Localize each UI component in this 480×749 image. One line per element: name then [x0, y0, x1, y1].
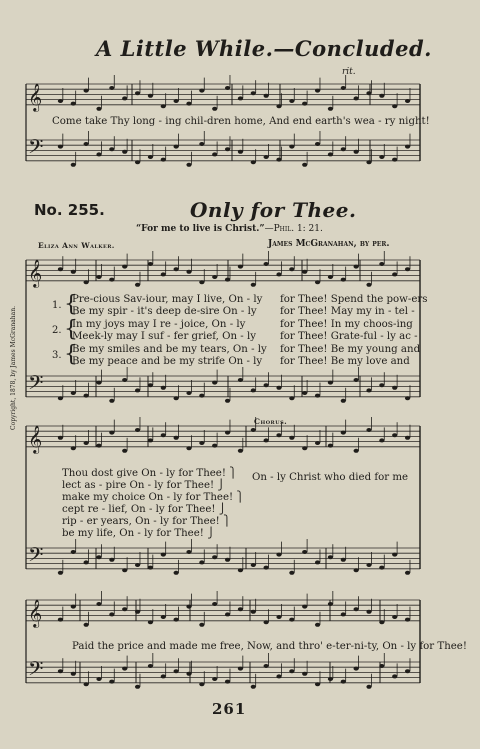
verse-lyric: be my life, On - ly for Thee! ⎭: [62, 528, 215, 539]
note-head: [135, 428, 140, 432]
note-head: [264, 566, 269, 570]
note-head: [354, 96, 359, 100]
note-head: [212, 602, 217, 606]
note-head: [71, 605, 76, 609]
note-head: [96, 381, 101, 385]
note-head: [354, 449, 359, 453]
note-head: [276, 674, 281, 678]
note-head: [302, 446, 307, 450]
note-head: [238, 265, 243, 269]
concluded-lyric: Come take Thy long - ing chil-dren home, And end earth's wea - ry night!: [52, 116, 430, 127]
note-head: [264, 664, 269, 668]
note-head: [161, 272, 166, 276]
note-head: [366, 388, 371, 392]
verse-lyric: lect as - pire On - ly for Thee! ⎭: [62, 480, 225, 491]
hymn-number: No. 255.: [34, 201, 105, 219]
note-head: [122, 378, 127, 382]
note-head: [302, 102, 307, 106]
note-head: [354, 667, 359, 671]
note-head: [366, 283, 371, 287]
note-head: [289, 618, 294, 622]
chorus-line-2: Paid the price and made me free, Now, and thro' e-ter-ni-ty, On - ly for Thee!: [72, 641, 467, 652]
note-head: [264, 94, 269, 98]
note-head: [135, 283, 140, 287]
note-head: [109, 278, 114, 282]
note-head: [405, 618, 410, 622]
note-head: [96, 444, 101, 448]
note-head: [264, 383, 269, 387]
note-head: [71, 672, 76, 676]
note-head: [96, 152, 101, 156]
note-head: [251, 388, 256, 392]
note-head: [161, 553, 166, 557]
note-head: [366, 685, 371, 689]
note-head: [341, 558, 346, 562]
note-head: [84, 623, 89, 627]
note-head: [58, 267, 63, 271]
note-head: [341, 399, 346, 403]
verse-lyric: for Thee! May my in - tel -: [280, 306, 415, 317]
note-head: [199, 441, 204, 445]
note-head: [276, 158, 281, 162]
note-head: [379, 664, 384, 668]
note-head: [328, 381, 333, 385]
note-head: [354, 265, 359, 269]
note-head: [341, 278, 346, 282]
note-head: [186, 550, 191, 554]
note-head: [264, 620, 269, 624]
note-head: [276, 433, 281, 437]
note-head: [276, 553, 281, 557]
note-head: [392, 158, 397, 162]
note-head: [225, 147, 230, 151]
note-head: [354, 378, 359, 382]
note-head: [251, 685, 256, 689]
note-head: [84, 560, 89, 564]
note-head: [392, 104, 397, 108]
note-head: [212, 555, 217, 559]
verse-lyric: rip - er years, On - ly for Thee! ⎫: [62, 516, 231, 527]
concluded-title: A Little While.—Concluded.: [96, 36, 432, 61]
note-head: [135, 160, 140, 164]
note-head: [122, 568, 127, 572]
note-head: [96, 275, 101, 279]
note-head: [135, 610, 140, 614]
note-head: [174, 396, 179, 400]
note-head: [135, 388, 140, 392]
note-head: [251, 610, 256, 614]
note-head: [122, 607, 127, 611]
verse-lyric: make my choice On - ly for Thee! ⎫: [62, 492, 244, 503]
note-head: [186, 270, 191, 274]
note-head: [366, 563, 371, 567]
note-head: [341, 431, 346, 435]
note-head: [58, 145, 63, 149]
note-head: [251, 563, 256, 567]
note-head: [289, 267, 294, 271]
note-head: [212, 275, 217, 279]
verse-number: 2.: [52, 325, 62, 336]
note-head: [264, 438, 269, 442]
note-head: [148, 438, 153, 442]
bass-clef-icon: 𝄢: [28, 135, 44, 163]
verse-lyric: Pre-cious Sav-iour, may I live, On - ly: [72, 294, 263, 305]
note-head: [58, 396, 63, 400]
note-head: [379, 262, 384, 266]
note-head: [354, 150, 359, 154]
note-head: [109, 147, 114, 151]
note-head: [199, 682, 204, 686]
note-head: [328, 444, 333, 448]
treble-clef-icon: 𝄞: [28, 599, 43, 627]
note-head: [186, 163, 191, 167]
note-head: [379, 94, 384, 98]
note-head: [58, 436, 63, 440]
note-head: [84, 394, 89, 398]
treble-clef-icon: 𝄞: [28, 83, 43, 111]
note-head: [174, 145, 179, 149]
note-head: [264, 155, 269, 159]
verse-number: 1.: [52, 300, 62, 311]
note-head: [148, 262, 153, 266]
note-head: [225, 558, 230, 562]
note-head: [96, 602, 101, 606]
note-head: [225, 612, 230, 616]
verse-lyric: for Thee! Be my love and: [280, 356, 410, 367]
note-head: [148, 155, 153, 159]
note-head: [238, 449, 243, 453]
note-head: [289, 669, 294, 673]
note-head: [84, 280, 89, 284]
chorus-line-1: On - ly Christ who died for me: [252, 472, 409, 483]
note-head: [302, 605, 307, 609]
note-head: [328, 275, 333, 279]
verse-lyric: cept re - lief, On - ly for Thee! ⎭: [62, 504, 227, 515]
note-head: [379, 620, 384, 624]
note-head: [148, 664, 153, 668]
verse-lyric: Be my spir - it's deep de-sire On - ly: [72, 306, 257, 317]
note-head: [405, 669, 410, 673]
bass-clef-icon: 𝄢: [28, 657, 44, 685]
note-head: [225, 431, 230, 435]
note-head: [174, 618, 179, 622]
note-head: [186, 446, 191, 450]
note-head: [354, 607, 359, 611]
note-head: [276, 272, 281, 276]
note-head: [71, 102, 76, 106]
note-head: [315, 441, 320, 445]
note-head: [174, 571, 179, 575]
note-head: [302, 163, 307, 167]
note-head: [264, 262, 269, 266]
note-head: [71, 550, 76, 554]
note-head: [392, 272, 397, 276]
note-head: [328, 152, 333, 156]
note-head: [96, 677, 101, 681]
note-head: [341, 86, 346, 90]
verse-lyric: Thou dost give On - ly for Thee! ⎫: [62, 468, 237, 479]
verse-brace: {: [64, 342, 78, 367]
note-head: [238, 607, 243, 611]
note-head: [199, 280, 204, 284]
note-head: [148, 620, 153, 624]
note-head: [71, 270, 76, 274]
bass-clef-icon: 𝄢: [28, 371, 44, 399]
note-head: [174, 267, 179, 271]
note-head: [199, 560, 204, 564]
note-head: [379, 566, 384, 570]
note-head: [341, 147, 346, 151]
verse-lyric: Be my peace and be my strife On - ly: [72, 356, 263, 367]
note-head: [109, 558, 114, 562]
note-head: [161, 158, 166, 162]
chorus-label: Chorus.: [254, 417, 288, 426]
note-head: [341, 612, 346, 616]
note-head: [186, 672, 191, 676]
note-head: [161, 615, 166, 619]
note-head: [238, 568, 243, 572]
note-head: [84, 682, 89, 686]
note-head: [186, 391, 191, 395]
note-head: [58, 669, 63, 673]
note-head: [289, 436, 294, 440]
note-head: [328, 677, 333, 681]
note-head: [238, 378, 243, 382]
note-head: [379, 155, 384, 159]
author: Eliza Ann Walker.: [38, 241, 115, 250]
note-head: [161, 386, 166, 390]
note-head: [379, 383, 384, 387]
note-head: [135, 685, 140, 689]
composer: James McGranahan, by per.: [268, 239, 390, 249]
note-head: [174, 99, 179, 103]
note-head: [289, 145, 294, 149]
note-head: [58, 99, 63, 103]
note-head: [122, 449, 127, 453]
note-head: [315, 682, 320, 686]
note-head: [354, 568, 359, 572]
note-head: [84, 441, 89, 445]
note-head: [392, 615, 397, 619]
note-head: [302, 270, 307, 274]
scripture-ref: —Phil. 1: 21.: [264, 224, 323, 234]
scripture: [136, 224, 323, 234]
note-head: [238, 150, 243, 154]
note-head: [251, 91, 256, 95]
note-head: [109, 86, 114, 90]
verse-lyric: In my joys may I re - joice, On - ly: [72, 319, 246, 330]
note-head: [122, 96, 127, 100]
note-head: [302, 672, 307, 676]
note-head: [276, 104, 281, 108]
note-head: [289, 571, 294, 575]
note-head: [71, 446, 76, 450]
note-head: [58, 618, 63, 622]
note-head: [212, 381, 217, 385]
note-head: [225, 680, 230, 684]
note-head: [212, 444, 217, 448]
note-head: [174, 669, 179, 673]
note-head: [212, 677, 217, 681]
note-head: [276, 386, 281, 390]
note-head: [289, 99, 294, 103]
note-head: [71, 391, 76, 395]
verse-lyric: for Thee! Be my young and: [280, 344, 421, 355]
note-head: [366, 610, 371, 614]
note-head: [251, 428, 256, 432]
note-head: [212, 152, 217, 156]
note-head: [328, 555, 333, 559]
note-head: [315, 560, 320, 564]
note-head: [212, 107, 217, 111]
verse-lyric: Be my smiles and be my tears, On - ly: [72, 344, 267, 355]
note-head: [84, 142, 89, 146]
scripture-quote: “For me to live is Christ.”: [136, 224, 265, 234]
note-head: [366, 91, 371, 95]
note-head: [392, 386, 397, 390]
note-head: [276, 615, 281, 619]
note-head: [405, 99, 410, 103]
note-head: [315, 394, 320, 398]
note-head: [135, 563, 140, 567]
note-head: [71, 163, 76, 167]
note-head: [186, 102, 191, 106]
note-head: [328, 107, 333, 111]
verse-lyric: for Thee! In my choos-ing: [280, 319, 413, 330]
note-head: [174, 436, 179, 440]
treble-clef-icon: 𝄞: [28, 259, 43, 287]
note-head: [366, 160, 371, 164]
note-head: [199, 394, 204, 398]
note-head: [405, 145, 410, 149]
note-head: [135, 91, 140, 95]
note-head: [328, 602, 333, 606]
verse-brace: {: [64, 292, 78, 317]
note-head: [161, 104, 166, 108]
note-head: [186, 605, 191, 609]
verse-number: 3.: [52, 350, 62, 361]
note-head: [238, 96, 243, 100]
note-head: [161, 433, 166, 437]
note-head: [96, 107, 101, 111]
note-head: [341, 680, 346, 684]
note-head: [379, 438, 384, 442]
note-head: [315, 89, 320, 93]
copyright-notice: Copyright, 1878, by James McGranahan.: [10, 306, 17, 430]
note-head: [302, 391, 307, 395]
note-head: [122, 667, 127, 671]
note-head: [58, 571, 63, 575]
note-head: [148, 383, 153, 387]
verse-lyric: for Thee! Spend the pow-ers: [280, 294, 428, 305]
note-head: [199, 89, 204, 93]
treble-clef-icon: 𝄞: [28, 425, 43, 453]
verse-lyric: Meek-ly may I suf - fer grief, On - ly: [72, 331, 256, 342]
note-head: [251, 160, 256, 164]
note-head: [109, 612, 114, 616]
note-head: [238, 667, 243, 671]
note-head: [199, 623, 204, 627]
note-head: [251, 283, 256, 287]
note-head: [289, 396, 294, 400]
note-head: [109, 399, 114, 403]
note-head: [199, 142, 204, 146]
hymn-title: Only for Thee.: [190, 198, 357, 222]
note-head: [392, 553, 397, 557]
note-head: [405, 571, 410, 575]
verse-lyric: for Thee! Grate-ful - ly ac -: [280, 331, 418, 342]
note-head: [405, 436, 410, 440]
note-head: [109, 431, 114, 435]
tempo-marking: rit.: [342, 67, 356, 77]
note-head: [302, 550, 307, 554]
note-head: [225, 86, 230, 90]
note-head: [109, 680, 114, 684]
note-head: [96, 555, 101, 559]
note-head: [315, 280, 320, 284]
note-head: [84, 89, 89, 93]
note-head: [122, 265, 127, 269]
note-head: [392, 674, 397, 678]
note-head: [366, 428, 371, 432]
bass-clef-icon: 𝄢: [28, 543, 44, 571]
note-head: [405, 267, 410, 271]
verse-brace: {: [64, 317, 78, 342]
note-head: [315, 623, 320, 627]
note-head: [392, 433, 397, 437]
note-head: [315, 142, 320, 146]
note-head: [148, 566, 153, 570]
note-head: [225, 399, 230, 403]
note-head: [225, 278, 230, 282]
note-head: [122, 150, 127, 154]
note-head: [161, 674, 166, 678]
note-head: [148, 94, 153, 98]
note-head: [405, 396, 410, 400]
page-number: 261: [212, 700, 247, 718]
